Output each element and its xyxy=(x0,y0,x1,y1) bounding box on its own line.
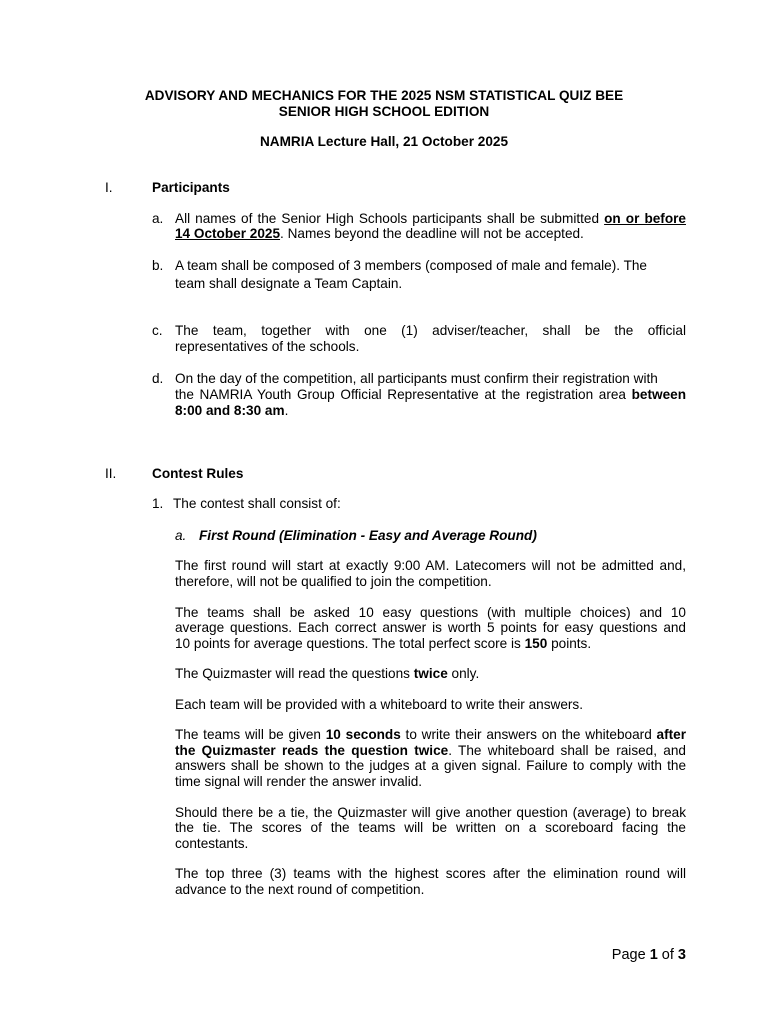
para-1-line-2: therefore, will not be qualified to join the competition. xyxy=(175,574,492,589)
item-a-text: All names of the Senior High Schools participants shall be submitted xyxy=(175,211,605,226)
current-page: 1 xyxy=(649,947,658,963)
para-4: Each team will be provided with a whiteboard to write their answers. xyxy=(175,697,584,712)
section-2-number: II. xyxy=(105,466,117,481)
document-title-line-1: ADVISORY AND MECHANICS FOR THE 2025 NSM STATISTICAL QUIZ BEE xyxy=(144,88,624,103)
para-2-line-3 xyxy=(175,636,686,652)
page-of: of xyxy=(657,947,678,963)
para-6-line-1: Should there be a tie, the Quizmaster will give another question (average) to break xyxy=(175,805,686,820)
document-title-line-2: SENIOR HIGH SCHOOL EDITION xyxy=(278,104,490,119)
para-2-text-end: points. xyxy=(547,636,592,651)
section-2-heading: Contest Rules xyxy=(152,466,244,481)
round-a-marker: a. xyxy=(175,528,187,543)
para-3 xyxy=(175,666,686,682)
twice-emphasis: twice xyxy=(413,666,448,681)
para-5-line-3: answers shall be shown to the judges at a given signal. Failure to comply with the xyxy=(175,758,686,773)
seconds-emphasis: 10 seconds xyxy=(325,727,401,742)
para-5-text: The teams will be given xyxy=(175,727,326,742)
para-3-text: The Quizmaster will read the questions xyxy=(175,666,414,681)
para-2-line-1: The teams shall be asked 10 easy questions (with multiple choices) and 10 xyxy=(175,605,686,620)
page-number xyxy=(612,947,686,963)
para-2-line-2: average questions. Each correct answer is worth 5 points for easy questions and xyxy=(175,620,686,635)
item-a-line-1 xyxy=(175,211,686,227)
item-a-line-2 xyxy=(175,226,686,242)
para-5-text-mid: to write their answers on the whiteboard xyxy=(400,727,657,742)
item-d-line-2 xyxy=(175,387,686,403)
para-1-line-1: The first round will start at exactly 9:00 AM. Latecomers will not be admitted and, xyxy=(175,558,686,573)
item-a-marker: a. xyxy=(152,211,164,226)
perfect-score: 150 xyxy=(524,636,548,651)
registration-time: 8:00 and 8:30 am xyxy=(175,403,285,418)
rule-1-text: The contest shall consist of: xyxy=(173,496,341,511)
para-2-text: 10 points for average questions. The total perfect score is xyxy=(175,636,525,651)
item-d-period: . xyxy=(284,403,289,418)
section-1-heading: Participants xyxy=(152,180,230,195)
deadline-date: 14 October 2025 xyxy=(175,226,281,241)
para-5-text-2: . The whiteboard shall be raised, and xyxy=(448,743,686,758)
rule-1-marker: 1. xyxy=(152,496,164,511)
item-b-line-1: A team shall be composed of 3 members (composed of male and female). The xyxy=(175,258,647,273)
item-b-marker: b. xyxy=(152,258,164,273)
para-3-text-end: only. xyxy=(447,666,480,681)
para-5-line-4: time signal will render the answer invalid. xyxy=(175,774,423,789)
section-1-number: I. xyxy=(105,180,113,195)
para-7-line-1: The top three (3) teams with the highest scores after the elimination round will xyxy=(175,866,686,881)
quizmaster-emphasis: the Quizmaster reads the question twice xyxy=(175,743,449,758)
deadline-emphasis: on or before xyxy=(604,211,686,226)
para-5-line-2 xyxy=(175,743,686,759)
page-label: Page xyxy=(611,947,650,963)
item-d-text: the NAMRIA Youth Group Official Representative at the registration area xyxy=(175,387,632,402)
para-6-line-3: contestants. xyxy=(175,836,249,851)
para-7-line-2: advance to the next round of competition. xyxy=(175,882,425,897)
item-b-line-2: team shall designate a Team Captain. xyxy=(175,276,403,291)
total-pages: 3 xyxy=(677,947,686,963)
item-d-marker: d. xyxy=(152,371,164,386)
para-6-line-2: the tie. The scores of the teams will be written on a scoreboard facing the xyxy=(175,820,686,835)
item-d-line-1: On the day of the competition, all participants must confirm their registration with xyxy=(175,371,658,386)
item-d-line-3 xyxy=(175,403,686,419)
para-5-line-1 xyxy=(175,727,686,743)
time-emphasis: between xyxy=(631,387,686,402)
item-c-marker: c. xyxy=(152,323,163,338)
round-a-title: First Round (Elimination - Easy and Average Round) xyxy=(199,528,537,543)
document-venue-date: NAMRIA Lecture Hall, 21 October 2025 xyxy=(259,134,509,149)
after-emphasis: after xyxy=(656,727,686,742)
item-c-line-1: The team, together with one (1) adviser/teacher, shall be the official xyxy=(175,323,686,338)
item-c-line-2: representatives of the schools. xyxy=(175,339,360,354)
item-a-text-end: . Names beyond the deadline will not be accepted. xyxy=(280,226,584,241)
